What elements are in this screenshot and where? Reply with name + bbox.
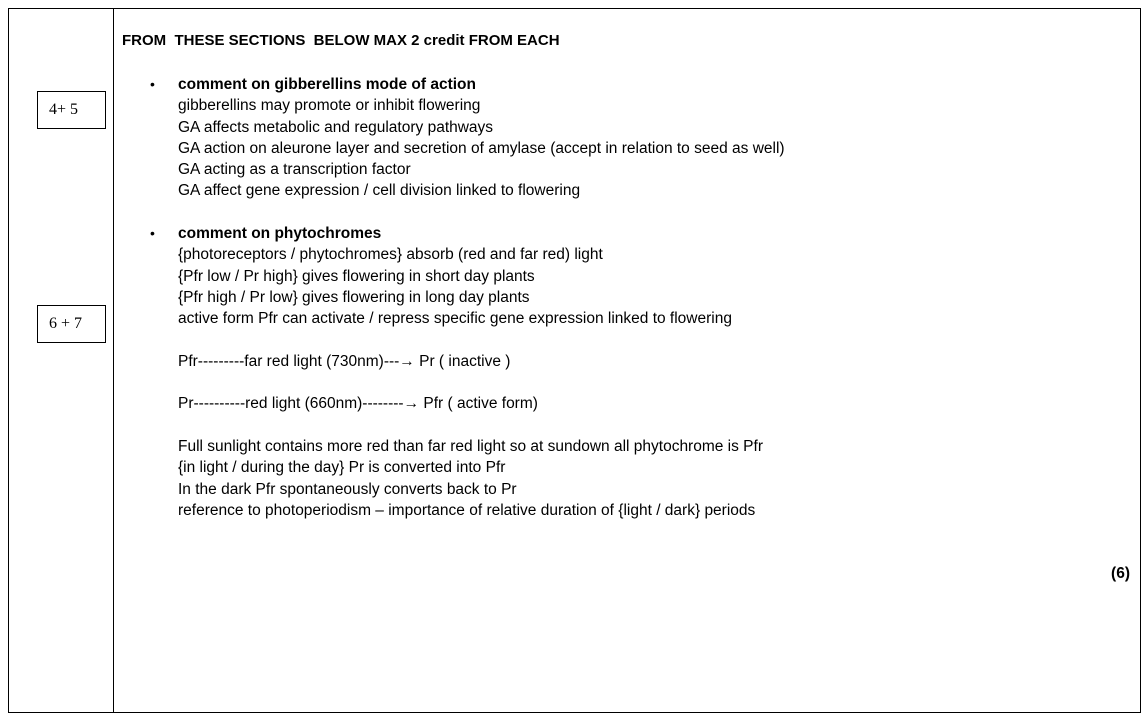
- answer-line: In the dark Pfr spontaneously converts back to Pr: [178, 480, 517, 498]
- reaction-line: Pfr---------far red light (730nm)---→ Pr ( inactive ): [178, 352, 511, 370]
- bullet-icon: •: [150, 76, 155, 92]
- marks-total: (6): [1111, 565, 1130, 582]
- marking-point-box-1: 4+ 5: [37, 91, 106, 129]
- phytochromes-section: [150, 223, 763, 521]
- bullet-icon: •: [150, 225, 155, 241]
- answer-line: GA action on aleurone layer and secretion of amylase (accept in relation to seed as well): [178, 139, 785, 157]
- answer-line: {photoreceptors / phytochromes} absorb (red and far red) light: [178, 246, 603, 264]
- answer-line: gibberellins may promote or inhibit flowering: [178, 97, 481, 115]
- answer-line: {Pfr high / Pr low} gives flowering in long day plants: [178, 288, 530, 306]
- instructions-heading: FROM THESE SECTIONS BELOW MAX 2 credit FROM EACH: [122, 32, 560, 49]
- answer-line: GA affects metabolic and regulatory pathways: [178, 118, 494, 136]
- answer-line: {in light / during the day} Pr is converted into Pfr: [178, 459, 506, 477]
- answer-line: Full sunlight contains more red than far red light so at sundown all phytochrome is Pfr: [178, 437, 763, 455]
- column-divider: [113, 8, 114, 713]
- answer-line: {Pfr low / Pr high} gives flowering in short day plants: [178, 267, 535, 285]
- answer-line: active form Pfr can activate / repress specific gene expression linked to flowering: [178, 310, 732, 328]
- answer-line: GA affect gene expression / cell division linked to flowering: [178, 182, 581, 200]
- section-title: comment on phytochromes: [178, 225, 382, 242]
- reaction-line: Pr----------red light (660nm)--------→ Pfr ( active form): [178, 395, 538, 413]
- answer-line: reference to photoperiodism – importance of relative duration of {light / dark} periods: [178, 501, 756, 519]
- section-title: comment on gibberellins mode of action: [178, 76, 476, 93]
- answer-line: GA acting as a transcription factor: [178, 161, 411, 179]
- marking-point-box-2: 6 + 7: [37, 305, 106, 343]
- gibberellins-section: [150, 74, 785, 202]
